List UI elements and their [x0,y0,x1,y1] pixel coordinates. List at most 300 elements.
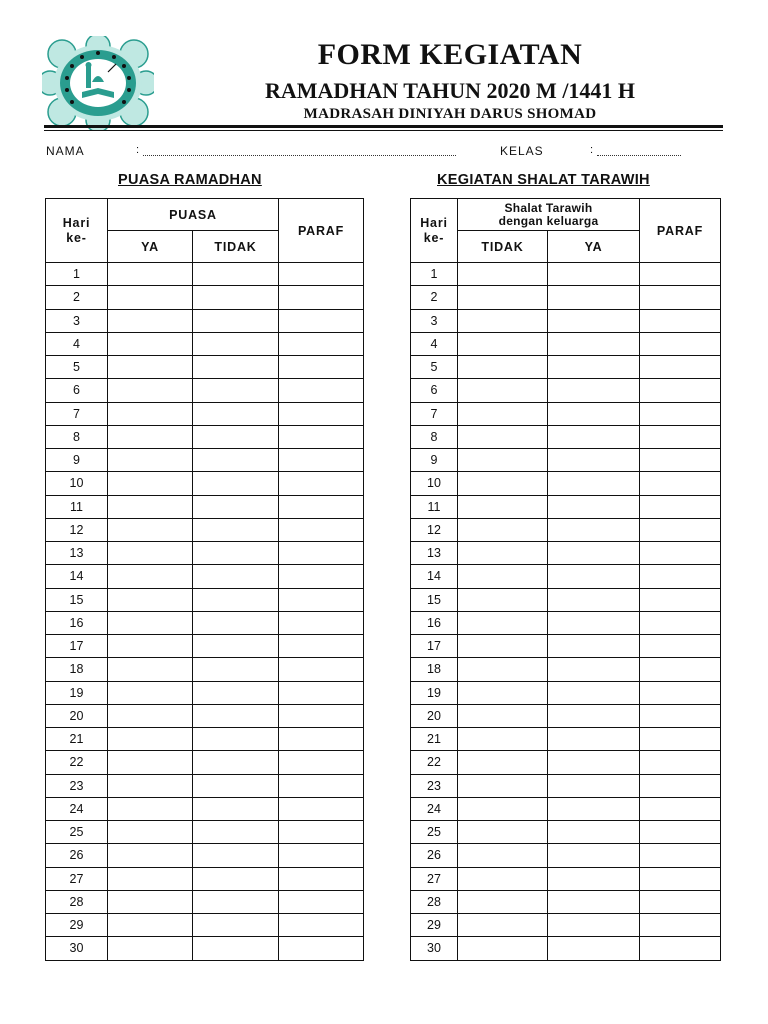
paraf-cell[interactable] [279,449,364,472]
table-row [46,449,364,472]
table-row [46,332,364,355]
col-1-cell[interactable] [108,542,193,565]
day-number: 6 [46,379,108,402]
paraf-cell[interactable] [279,588,364,611]
day-number: 26 [46,844,108,867]
day-number: 5 [46,356,108,379]
day-number: 12 [411,518,458,541]
paraf-cell[interactable] [279,635,364,658]
day-number: 12 [46,518,108,541]
col-1-cell[interactable] [458,611,548,634]
col-2-cell[interactable] [193,937,279,960]
col-1-cell[interactable] [108,797,193,820]
col-2-cell[interactable] [193,844,279,867]
col-1-cell[interactable] [108,472,193,495]
table-row [411,425,721,448]
paraf-cell[interactable] [640,844,721,867]
col-1-cell[interactable] [458,425,548,448]
paraf-cell[interactable] [640,890,721,913]
col-1-cell[interactable] [108,751,193,774]
paraf-cell[interactable] [279,658,364,681]
day-number: 18 [411,658,458,681]
col-1-cell[interactable] [458,681,548,704]
paraf-cell[interactable] [640,356,721,379]
kelas-label: KELAS [500,144,544,158]
paraf-cell[interactable] [640,867,721,890]
ya-header: YA [548,231,640,263]
day-number: 19 [46,681,108,704]
paraf-cell[interactable] [640,309,721,332]
puasa-group-header: PUASA [108,199,279,231]
table-row [411,565,721,588]
table-row [411,356,721,379]
puasa-table [45,198,364,961]
table-row [411,844,721,867]
table-row [46,867,364,890]
day-number: 25 [46,821,108,844]
paraf-cell[interactable] [640,821,721,844]
paraf-cell[interactable] [279,890,364,913]
paraf-cell[interactable] [640,797,721,820]
col-1-cell[interactable] [108,937,193,960]
col-1-cell[interactable] [108,379,193,402]
col-1-cell[interactable] [458,495,548,518]
col-1-cell[interactable] [458,890,548,913]
day-number: 22 [411,751,458,774]
col-1-cell[interactable] [458,472,548,495]
col-2-cell[interactable] [548,472,640,495]
day-number: 2 [46,286,108,309]
col-2-cell[interactable] [548,356,640,379]
nama-input-line[interactable] [143,155,456,156]
table-row [411,495,721,518]
paraf-cell[interactable] [279,774,364,797]
paraf-cell[interactable] [279,844,364,867]
col-2-cell[interactable] [193,704,279,727]
col-2-cell[interactable] [548,286,640,309]
paraf-cell[interactable] [279,821,364,844]
col-1-cell[interactable] [108,890,193,913]
table-row [46,425,364,448]
table-row [46,635,364,658]
col-2-cell[interactable] [548,890,640,913]
col-2-cell[interactable] [193,867,279,890]
day-number: 7 [46,402,108,425]
hari-header: Hari ke- [411,199,458,263]
table-row [46,309,364,332]
day-number: 21 [46,728,108,751]
col-1-cell[interactable] [108,565,193,588]
col-1-cell[interactable] [458,542,548,565]
day-number: 19 [411,681,458,704]
col-2-cell[interactable] [193,309,279,332]
paraf-cell[interactable] [640,635,721,658]
paraf-cell[interactable] [279,542,364,565]
col-1-cell[interactable] [458,286,548,309]
col-2-cell[interactable] [548,588,640,611]
paraf-cell[interactable] [640,449,721,472]
col-1-cell[interactable] [458,402,548,425]
table-row [411,518,721,541]
col-2-cell[interactable] [548,309,640,332]
day-number: 17 [411,635,458,658]
paraf-cell[interactable] [279,681,364,704]
day-number: 8 [46,425,108,448]
col-2-cell[interactable] [548,332,640,355]
col-2-cell[interactable] [193,332,279,355]
col-2-cell[interactable] [548,518,640,541]
col-1-cell[interactable] [458,518,548,541]
table-row [46,263,364,286]
col-1-cell[interactable] [458,937,548,960]
paraf-cell[interactable] [640,611,721,634]
paraf-cell[interactable] [640,379,721,402]
table-row [46,728,364,751]
col-2-cell[interactable] [193,379,279,402]
paraf-cell[interactable] [640,751,721,774]
col-2-cell[interactable] [193,681,279,704]
tidak-header: TIDAK [193,231,279,263]
puasa-section-title: PUASA RAMADHAN [118,172,262,188]
table-row [411,402,721,425]
col-2-cell[interactable] [548,681,640,704]
col-1-cell[interactable] [458,379,548,402]
paraf-cell[interactable] [640,495,721,518]
col-2-cell[interactable] [193,728,279,751]
col-1-cell[interactable] [458,844,548,867]
table-row [411,728,721,751]
paraf-header: PARAF [640,199,721,263]
col-1-cell[interactable] [458,774,548,797]
paraf-cell[interactable] [640,728,721,751]
table-row [46,821,364,844]
table-row [46,565,364,588]
table-row [46,937,364,960]
table-row [411,890,721,913]
col-1-cell[interactable] [108,774,193,797]
col-2-cell[interactable] [548,704,640,727]
day-number: 2 [411,286,458,309]
paraf-cell[interactable] [640,914,721,937]
paraf-cell[interactable] [640,774,721,797]
col-1-cell[interactable] [458,914,548,937]
day-number: 14 [46,565,108,588]
table-row [46,658,364,681]
day-number: 21 [411,728,458,751]
paraf-cell[interactable] [640,425,721,448]
paraf-cell[interactable] [279,286,364,309]
col-1-cell[interactable] [108,611,193,634]
paraf-cell[interactable] [640,937,721,960]
col-2-cell[interactable] [548,751,640,774]
col-2-cell[interactable] [548,867,640,890]
day-number: 30 [411,937,458,960]
paraf-header: PARAF [279,199,364,263]
col-2-cell[interactable] [548,774,640,797]
table-row [46,890,364,913]
table-row [46,844,364,867]
day-number: 6 [411,379,458,402]
col-2-cell[interactable] [548,937,640,960]
table-row [411,914,721,937]
col-2-cell[interactable] [193,402,279,425]
paraf-cell[interactable] [279,402,364,425]
col-2-cell[interactable] [548,542,640,565]
col-2-cell[interactable] [193,472,279,495]
col-2-cell[interactable] [193,588,279,611]
day-number: 23 [46,774,108,797]
col-2-cell[interactable] [193,797,279,820]
table-row [411,263,721,286]
day-number: 13 [411,542,458,565]
paraf-cell[interactable] [640,518,721,541]
paraf-cell[interactable] [279,565,364,588]
header-rule-thick [44,125,723,128]
form-title: FORM KEGIATAN [317,38,583,71]
col-1-cell[interactable] [108,681,193,704]
day-number: 10 [46,472,108,495]
col-1-cell[interactable] [458,797,548,820]
table-row [46,611,364,634]
paraf-cell[interactable] [279,472,364,495]
paraf-cell[interactable] [279,309,364,332]
day-number: 14 [411,565,458,588]
col-1-cell[interactable] [458,588,548,611]
day-number: 20 [411,704,458,727]
paraf-cell[interactable] [279,332,364,355]
col-2-cell[interactable] [193,635,279,658]
col-2-cell[interactable] [193,263,279,286]
col-1-cell[interactable] [458,263,548,286]
table-row [46,542,364,565]
col-1-cell[interactable] [458,635,548,658]
col-1-cell[interactable] [458,658,548,681]
col-2-cell[interactable] [193,518,279,541]
col-2-cell[interactable] [548,495,640,518]
col-1-cell[interactable] [108,914,193,937]
col-2-cell[interactable] [193,495,279,518]
col-1-cell[interactable] [108,518,193,541]
header-rule-thin [44,130,723,131]
day-number: 24 [46,797,108,820]
day-number: 9 [46,449,108,472]
table-row [411,611,721,634]
day-number: 11 [46,495,108,518]
col-2-cell[interactable] [193,542,279,565]
paraf-cell[interactable] [279,356,364,379]
table-row [411,658,721,681]
paraf-cell[interactable] [640,472,721,495]
day-number: 11 [411,495,458,518]
table-row [46,518,364,541]
col-1-cell[interactable] [458,449,548,472]
col-2-cell[interactable] [193,774,279,797]
paraf-cell[interactable] [640,542,721,565]
table-row [411,681,721,704]
day-number: 4 [46,332,108,355]
day-number: 3 [411,309,458,332]
col-2-cell[interactable] [548,611,640,634]
table-row [411,635,721,658]
paraf-cell[interactable] [279,937,364,960]
col-2-cell[interactable] [548,402,640,425]
day-number: 25 [411,821,458,844]
table-row [46,681,364,704]
col-2-cell[interactable] [548,263,640,286]
col-1-cell[interactable] [458,821,548,844]
col-1-cell[interactable] [458,309,548,332]
day-number: 27 [411,867,458,890]
paraf-cell[interactable] [279,495,364,518]
col-2-cell[interactable] [548,797,640,820]
kelas-colon: : [590,144,594,156]
day-number: 17 [46,635,108,658]
paraf-cell[interactable] [640,658,721,681]
col-1-cell[interactable] [108,425,193,448]
day-number: 28 [46,890,108,913]
table-row [46,286,364,309]
paraf-cell[interactable] [640,565,721,588]
tarawih-table [410,198,721,961]
col-1-cell[interactable] [108,588,193,611]
col-1-cell[interactable] [108,821,193,844]
paraf-cell[interactable] [279,518,364,541]
paraf-cell[interactable] [640,681,721,704]
table-row [46,402,364,425]
table-row [46,356,364,379]
col-2-cell[interactable] [193,425,279,448]
col-2-cell[interactable] [548,658,640,681]
col-2-cell[interactable] [548,565,640,588]
col-2-cell[interactable] [193,821,279,844]
col-2-cell[interactable] [548,844,640,867]
table-row [411,379,721,402]
col-2-cell[interactable] [193,751,279,774]
kelas-input-line[interactable] [597,155,681,156]
day-number: 29 [411,914,458,937]
col-2-cell[interactable] [548,449,640,472]
col-2-cell[interactable] [193,449,279,472]
col-2-cell[interactable] [548,728,640,751]
table-row [411,286,721,309]
col-2-cell[interactable] [548,821,640,844]
col-1-cell[interactable] [108,309,193,332]
col-1-cell[interactable] [458,728,548,751]
day-number: 13 [46,542,108,565]
col-1-cell[interactable] [108,356,193,379]
day-number: 4 [411,332,458,355]
col-1-cell[interactable] [108,844,193,867]
col-1-cell[interactable] [458,332,548,355]
nama-colon: : [136,144,140,156]
paraf-cell[interactable] [279,704,364,727]
col-2-cell[interactable] [193,658,279,681]
col-1-cell[interactable] [108,449,193,472]
day-number: 18 [46,658,108,681]
day-number: 8 [411,425,458,448]
col-1-cell[interactable] [108,635,193,658]
paraf-cell[interactable] [279,611,364,634]
col-1-cell[interactable] [108,867,193,890]
paraf-cell[interactable] [640,588,721,611]
table-row [411,542,721,565]
col-1-cell[interactable] [458,565,548,588]
col-1-cell[interactable] [108,402,193,425]
col-2-cell[interactable] [193,565,279,588]
col-2-cell[interactable] [193,914,279,937]
table-row [411,867,721,890]
day-number: 15 [46,588,108,611]
day-number: 22 [46,751,108,774]
col-2-cell[interactable] [193,890,279,913]
paraf-cell[interactable] [279,751,364,774]
paraf-cell[interactable] [279,425,364,448]
nama-label: NAMA [46,144,85,158]
day-number: 27 [46,867,108,890]
table-row [411,472,721,495]
paraf-cell[interactable] [279,797,364,820]
col-1-cell[interactable] [108,495,193,518]
tarawih-group-header: Shalat Tarawih dengan keluarga [458,199,640,231]
day-number: 16 [46,611,108,634]
paraf-cell[interactable] [640,402,721,425]
day-number: 24 [411,797,458,820]
paraf-cell[interactable] [279,914,364,937]
table-row [46,472,364,495]
col-1-cell[interactable] [108,263,193,286]
tarawih-section-title: KEGIATAN SHALAT TARAWIH [437,172,650,188]
day-number: 5 [411,356,458,379]
col-2-cell[interactable] [548,914,640,937]
paraf-cell[interactable] [640,704,721,727]
col-2-cell[interactable] [548,425,640,448]
col-2-cell[interactable] [193,611,279,634]
paraf-cell[interactable] [279,263,364,286]
day-number: 1 [46,263,108,286]
form-subtitle: RAMADHAN TAHUN 2020 M /1441 H [264,78,636,103]
tidak-header: TIDAK [458,231,548,263]
col-1-cell[interactable] [108,658,193,681]
table-row [46,704,364,727]
col-1-cell[interactable] [458,751,548,774]
table-row [46,751,364,774]
paraf-cell[interactable] [279,728,364,751]
col-2-cell[interactable] [193,356,279,379]
col-1-cell[interactable] [458,867,548,890]
day-number: 23 [411,774,458,797]
col-1-cell[interactable] [108,728,193,751]
table-row [411,751,721,774]
paraf-cell[interactable] [640,263,721,286]
day-number: 1 [411,263,458,286]
col-2-cell[interactable] [548,379,640,402]
col-1-cell[interactable] [108,332,193,355]
col-1-cell[interactable] [108,286,193,309]
paraf-cell[interactable] [279,867,364,890]
paraf-cell[interactable] [640,286,721,309]
col-2-cell[interactable] [193,286,279,309]
paraf-cell[interactable] [640,332,721,355]
day-number: 16 [411,611,458,634]
paraf-cell[interactable] [279,379,364,402]
day-number: 15 [411,588,458,611]
col-1-cell[interactable] [458,704,548,727]
institution-name: MADRASAH DINIYAH DARUS SHOMAD [303,106,597,122]
col-1-cell[interactable] [108,704,193,727]
col-1-cell[interactable] [458,356,548,379]
col-2-cell[interactable] [548,635,640,658]
table-row [411,449,721,472]
